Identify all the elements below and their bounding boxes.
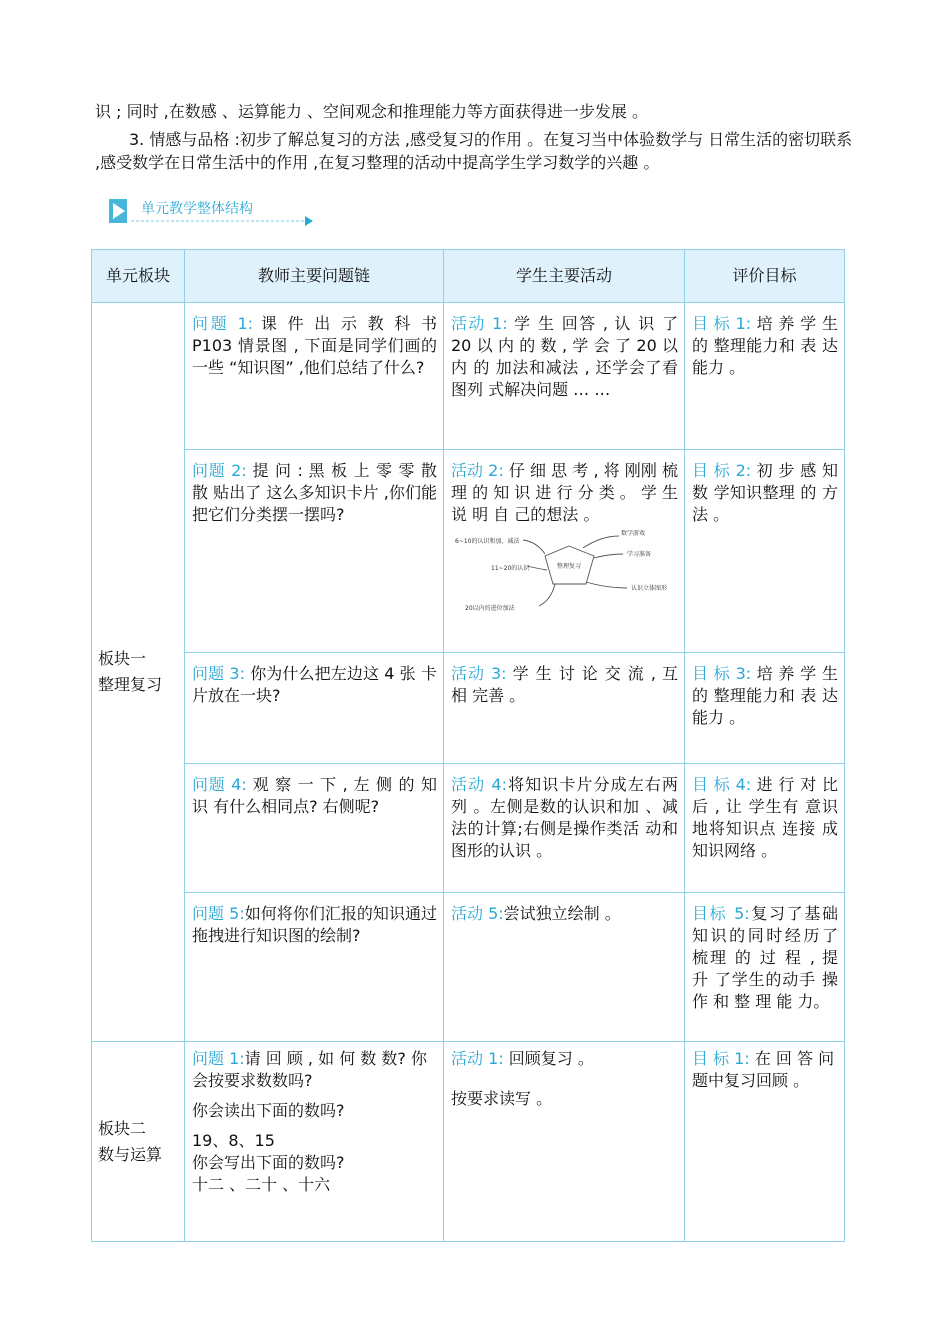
question-text: 你会写出下面的数吗? xyxy=(192,1153,345,1172)
question-cell xyxy=(185,1042,444,1242)
goal-text: 题中复习回顾 。 xyxy=(692,1071,810,1090)
goal-tag: 目 标 1: xyxy=(692,314,752,333)
header-student-activities: 学生主要活动 xyxy=(444,250,685,303)
activity-tag: 活动 1: xyxy=(451,1049,504,1068)
header-evaluation-goals: 评价目标 xyxy=(685,250,845,303)
activity-text: 按要求读写 。 xyxy=(451,1089,553,1108)
question-cell xyxy=(185,764,444,893)
activity-cell xyxy=(444,653,685,764)
goal-cell xyxy=(685,653,845,764)
header-block: 单元板块 xyxy=(92,250,185,303)
question-numbers: 十二 、二十 、十六 xyxy=(192,1175,331,1194)
goal-tag: 目 标 2: xyxy=(692,461,752,480)
question-text: 你会读出下面的数吗? xyxy=(192,1101,345,1120)
mindmap-node: 6~10的认识和加、减法 xyxy=(455,538,520,545)
activity-cell xyxy=(444,1042,685,1242)
question-cell xyxy=(185,303,444,450)
goal-text: 培 养 学 生 的 整理能力和 表 达能力 。 xyxy=(692,664,838,727)
block-two-title: 数与运算 xyxy=(98,1144,163,1164)
goal-text: 复习了基础知识的同时经历了 梳理 的 过 程 , 提 升 了学生的动手 操 作 和 整 理 能 力。 xyxy=(692,904,838,1011)
activity-tag: 活动 4: xyxy=(451,775,507,794)
intro-paragraph-1: 识 ; 同时 ,在数感 、运算能力 、空间观念和推理能力等方面获得进一步发展 。 xyxy=(95,102,648,121)
activity-tag: 活动 2: xyxy=(451,461,504,480)
block-one-cell xyxy=(92,303,185,1042)
goal-text: 初 步 感 知 数 学知识整理 的 方法 。 xyxy=(692,461,838,524)
unit-structure-table xyxy=(91,249,845,1242)
question-text: 提 问 : 黑 板 上 零 零 散 散 贴出了 这么多知识卡片 ,你们能 把它们分类摆一摆吗? xyxy=(192,461,437,524)
activity-text: 回顾复习 。 xyxy=(503,1049,594,1068)
table-row xyxy=(92,893,845,1042)
question-text: 请 回 顾 , 如 何 数 数? 你 xyxy=(244,1049,427,1068)
goal-tag: 目 标 3: xyxy=(692,664,752,683)
question-text: 你为什么把左边这 4 张 卡片放在一块? xyxy=(192,664,437,705)
mindmap-branch xyxy=(594,554,623,558)
question-tag: 问题 2: xyxy=(192,461,247,480)
block-one-label: 板块一 xyxy=(98,649,147,668)
goal-text: 进 行 对 比 后 , 让 学生有 意识 地将知识点 连接 成知识网络 。 xyxy=(692,775,838,860)
mindmap-node: 20以内的进位加法 xyxy=(465,605,515,612)
goal-tag: 目 标 1: xyxy=(692,1049,750,1068)
question-text: 观 察 一 下 , 左 侧 的 知 识 有什么相同点? 右侧呢? xyxy=(192,775,437,816)
block-two-label: 板块二 xyxy=(98,1118,147,1138)
table-row xyxy=(92,450,845,653)
mindmap-branch xyxy=(527,566,547,570)
question-tag: 问题 4: xyxy=(192,775,247,794)
goal-cell xyxy=(685,893,845,1042)
block-two-cell xyxy=(92,1042,185,1242)
mindmap-branch xyxy=(586,582,627,588)
activity-text: 仔 细 思 考 , 将 刚刚 梳 理 的 知 识 进 行 分 类 。 学 生 说 明 自 己的想法 。 xyxy=(451,461,678,524)
table-row xyxy=(92,303,845,450)
question-tag: 问题 1: xyxy=(192,314,254,333)
goal-tag: 目标 5: xyxy=(692,904,750,923)
activity-tag: 活动 3: xyxy=(451,664,507,683)
activity-text: 将知识卡片分成左右两列 。左侧是数的认识和加 、减法的计算;右侧是操作类活 动和图形的认识 。 xyxy=(451,775,678,860)
question-cell xyxy=(185,653,444,764)
knowledge-mindmap-figure xyxy=(451,530,679,614)
question-cell xyxy=(185,893,444,1042)
mindmap-node: 认识立体图形 xyxy=(631,585,668,592)
question-tag: 问题 5: xyxy=(192,904,245,923)
intro-paragraph-item-3: 3. 情感与品格 :初步了解总复习的方法 ,感受复习的作用 。在复习当中体验数学与 日常生活的密切联系 ,感受数学在日常生活中的作用 ,在复习整理的活动中提高学生学习数学的兴趣 。 xyxy=(95,130,853,172)
question-text: 会按要求数数吗? xyxy=(192,1071,313,1090)
activity-text: 尝试独立绘制 。 xyxy=(503,904,621,923)
activity-text: 学 生 讨 论 交 流 , 互 相 完善 。 xyxy=(451,664,678,705)
header-teacher-questions: 教师主要问题链 xyxy=(185,250,444,303)
goal-text: 培 养 学 生 的 整理能力和 表 达能力 。 xyxy=(692,314,838,377)
activity-cell xyxy=(444,764,685,893)
goal-tag: 目 标 4: xyxy=(692,775,752,794)
mindmap-node: 学习准备 xyxy=(627,551,652,558)
mindmap-branch xyxy=(523,540,545,554)
block-one-title: 整理复习 xyxy=(98,675,163,694)
activity-tag: 活动 5: xyxy=(451,904,504,923)
goal-cell xyxy=(685,450,845,653)
mindmap-branch xyxy=(583,536,619,548)
activity-text: 学 生 回答 , 认 识 了 20 以 内 的 数 , 学 会 了 20 以内 的 加法和减法 , 还学会了看图列 式解决问题 … … xyxy=(451,314,678,399)
table-row xyxy=(92,653,845,764)
activity-tag: 活动 1: xyxy=(451,314,508,333)
question-tag: 问题 3: xyxy=(192,664,245,683)
goal-cell xyxy=(685,303,845,450)
activity-cell xyxy=(444,450,685,653)
mindmap-branch xyxy=(539,584,555,606)
question-text: 如何将你们汇报的知识通过拖拽进行知识图的绘制? xyxy=(192,904,437,945)
section-heading xyxy=(105,193,320,233)
goal-cell xyxy=(685,1042,845,1242)
question-numbers: 19、8、15 xyxy=(192,1131,275,1150)
goal-cell xyxy=(685,764,845,893)
question-tag: 问题 1: xyxy=(192,1049,245,1068)
table-header-row xyxy=(92,250,845,303)
table-row xyxy=(92,1042,845,1242)
question-cell xyxy=(185,450,444,653)
section-title: 单元教学整体结构 xyxy=(141,201,253,217)
activity-cell xyxy=(444,303,685,450)
mindmap-node: 数学游戏 xyxy=(621,530,646,537)
question-text: 课 件 出 示 教 科 书 P103 情景图 , 下面是同学们画的一些 “知识图” ,他们总结了什么? xyxy=(192,314,437,377)
activity-cell xyxy=(444,893,685,1042)
table-row xyxy=(92,764,845,893)
mindmap-center-label: 整理复习 xyxy=(556,563,582,570)
mindmap-node: 11~20的认识 xyxy=(491,565,530,572)
goal-text: 在 回 答 问 xyxy=(749,1049,835,1068)
